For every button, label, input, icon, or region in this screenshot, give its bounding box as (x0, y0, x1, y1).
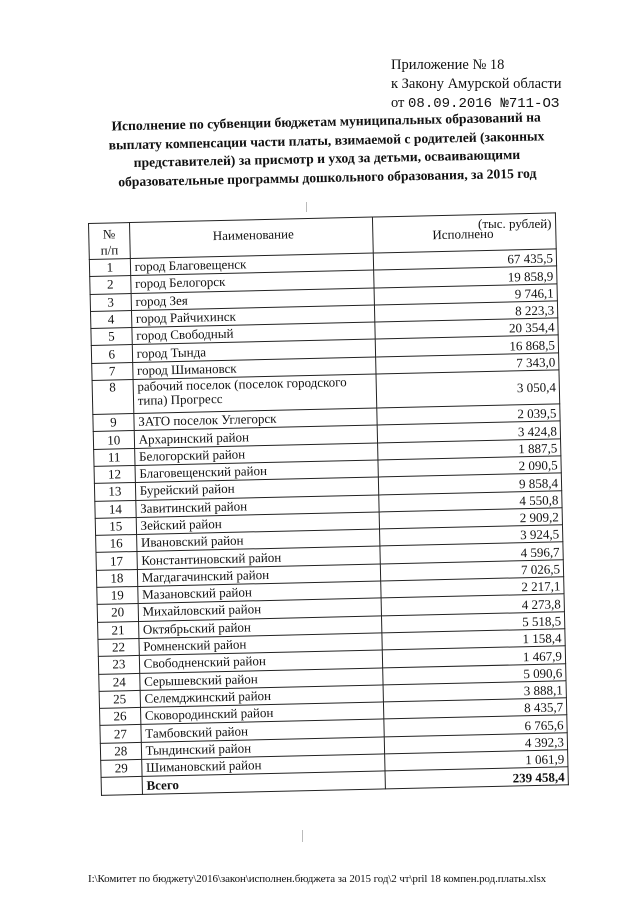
row-number: 14 (95, 500, 136, 518)
header-name-label: Наименование (212, 226, 294, 244)
appendix-law: к Закону Амурской области (391, 76, 562, 92)
row-number: 11 (94, 448, 135, 466)
document-title: Исполнение по субвенции бюджетам муниципальных образований на выплату компенсации части платы, взимаемой с родителей (законных представителей) за присмотр и уход за детьми, осваивающими образовательные программы дошкольного образования, за 2015 год (108, 109, 545, 189)
row-number: 1 (89, 259, 130, 277)
row-name: Селемджинский район (140, 685, 384, 708)
row-value: 2 909,2 (379, 508, 562, 529)
scan-mark-top (306, 202, 307, 212)
row-number: 17 (96, 552, 137, 570)
units-label: (тыс. рублей) (478, 216, 552, 231)
row-name: Ивановский район (136, 529, 380, 552)
row-value: 8 435,7 (384, 698, 567, 719)
row-name: Октябрьский район (138, 616, 382, 639)
row-name: Константиновский район (137, 546, 381, 569)
row-name: Серышевский район (139, 667, 383, 690)
row-value: 4 273,8 (381, 594, 564, 615)
row-number: 28 (100, 742, 141, 760)
row-number: 6 (91, 345, 132, 363)
row-name: город Шимановск (132, 357, 376, 380)
row-value: 67 435,5 (374, 249, 557, 270)
row-name: Мазановский район (137, 581, 381, 604)
row-number: 7 (92, 362, 133, 380)
row-number: 4 (91, 310, 132, 328)
row-number: 2 (90, 276, 131, 294)
row-number: 20 (97, 604, 138, 622)
appendix-date-prefix: от (391, 95, 409, 111)
header-number-line2: п/п (100, 242, 119, 258)
row-name: город Белогорск (130, 270, 374, 293)
row-value: 2 090,5 (378, 456, 561, 477)
row-number: 21 (98, 621, 139, 639)
row-number: 26 (100, 708, 141, 726)
header-value-label: Исполнено (432, 225, 494, 243)
row-name: ЗАТО поселок Углегорск (134, 408, 378, 431)
row-name: город Зея (131, 288, 375, 311)
total-value: 239 458,4 (385, 767, 568, 789)
header-value (373, 213, 557, 253)
appendix-note (391, 56, 562, 114)
row-number: 12 (94, 465, 135, 483)
header-number (89, 223, 131, 260)
row-number: 24 (99, 673, 140, 691)
row-number: 25 (99, 690, 140, 708)
row-value: 5 090,6 (383, 663, 566, 684)
row-value: 4 392,3 (384, 732, 567, 753)
row-number: 5 (91, 328, 132, 346)
row-value: 6 765,6 (384, 715, 567, 736)
row-value: 1 467,9 (383, 646, 566, 667)
total-number-cell (101, 777, 142, 796)
row-name: Бурейский район (135, 477, 379, 500)
header-number-line1: № (102, 226, 116, 242)
row-name: Архаринский район (134, 425, 378, 448)
row-value: 5 518,5 (382, 611, 565, 632)
row-name: Тамбовский район (141, 719, 385, 742)
row-name: Завитинский район (136, 495, 380, 518)
row-name: Белогорский район (134, 443, 378, 466)
row-number: 22 (98, 638, 139, 656)
row-name: Благовещенский район (135, 460, 379, 483)
header-name (129, 217, 373, 259)
row-number: 3 (90, 293, 131, 311)
appendix-number: Приложение № 18 (391, 57, 505, 73)
row-value: 7 026,5 (381, 560, 564, 581)
row-value: 9 858,4 (379, 473, 562, 494)
row-name: Свободненский район (139, 650, 383, 673)
row-value: 9 746,1 (374, 283, 557, 304)
row-name: город Благовещенск (130, 253, 374, 276)
row-name: Тындинский район (141, 737, 385, 760)
row-name: Шимановский район (141, 754, 385, 777)
row-name: Магдагачинский район (137, 564, 381, 587)
row-value: 4 596,7 (380, 542, 563, 563)
row-value: 3 050,4 (376, 370, 559, 408)
row-value: 19 858,9 (374, 266, 557, 287)
execution-table (88, 212, 569, 796)
row-name: Зейский район (136, 512, 380, 535)
row-value: 1 158,4 (382, 629, 565, 650)
row-name: город Свободный (132, 322, 376, 345)
row-number: 18 (96, 569, 137, 587)
row-value: 1 887,5 (378, 439, 561, 460)
row-name: рабочий поселок (поселок городского типа) Прогресс (133, 374, 377, 414)
row-number: 10 (93, 431, 134, 449)
row-value: 3 424,8 (377, 421, 560, 442)
row-value: 3 888,1 (383, 681, 566, 702)
row-number: 29 (101, 759, 142, 777)
execution-table-container (88, 212, 569, 796)
row-name: Сковородинский район (140, 702, 384, 725)
row-number: 19 (97, 587, 138, 605)
row-name: Ромненский район (139, 633, 383, 656)
row-value: 1 061,9 (385, 750, 568, 771)
total-label: Всего (142, 771, 386, 795)
row-value: 3 924,5 (380, 525, 563, 546)
table-body (89, 249, 568, 778)
row-number: 8 (92, 380, 133, 415)
file-path-footer: I:\Комитет по бюджету\2016\закон\исполнен.бюджета за 2015 год\2 чт\pril 18 компен.род.платы.xlsx (88, 873, 547, 885)
row-number: 23 (98, 656, 139, 674)
row-number: 27 (100, 725, 141, 743)
row-name: город Райчихинск (131, 305, 375, 328)
row-number: 16 (96, 535, 137, 553)
scan-mark-bottom (302, 830, 303, 842)
appendix-date: 08.09.2016 №711-ОЗ (408, 96, 560, 112)
row-name: Михайловский район (138, 598, 382, 621)
row-value: 16 868,5 (375, 335, 558, 356)
row-value: 4 550,8 (379, 490, 562, 511)
header-number-label (89, 223, 129, 259)
row-number: 13 (94, 483, 135, 501)
row-number: 9 (93, 414, 134, 432)
row-value: 7 343,0 (376, 353, 559, 374)
row-value: 8 223,3 (375, 301, 558, 322)
row-value: 2 039,5 (377, 404, 560, 425)
row-number: 15 (95, 517, 136, 535)
row-name: город Тында (132, 339, 376, 362)
row-value: 2 217,1 (381, 577, 564, 598)
row-value: 20 354,4 (375, 318, 558, 339)
